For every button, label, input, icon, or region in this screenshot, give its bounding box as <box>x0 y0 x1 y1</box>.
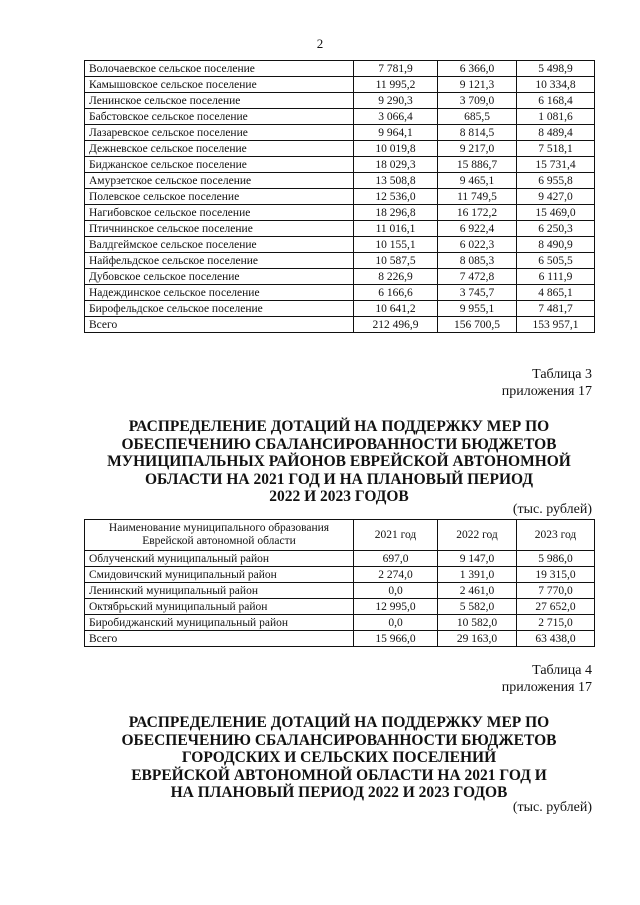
cell-name: Волочаевское сельское поселение <box>85 61 354 77</box>
table3-title-line: МУНИЦИПАЛЬНЫХ РАЙОНОВ ЕВРЕЙСКОЙ АВТОНОМНОЙ <box>107 453 571 470</box>
cell-name: Биджанское сельское поселение <box>85 157 354 173</box>
cell-2022: 9 121,3 <box>438 77 517 93</box>
cell-name: Камышовское сельское поселение <box>85 77 354 93</box>
cell-2022: 6 366,0 <box>438 61 517 77</box>
cell-2022: 685,5 <box>438 109 517 125</box>
table-row <box>85 285 595 301</box>
cell-2021: 11 995,2 <box>354 77 438 93</box>
cell-2023: 5 986,0 <box>517 551 595 567</box>
column-header-2021: 2021 год <box>354 520 438 551</box>
cell-2022: 3 745,7 <box>438 285 517 301</box>
table-row <box>85 317 595 333</box>
table3-units: (тыс. рублей) <box>512 502 592 517</box>
cell-2023: 2 715,0 <box>517 615 595 631</box>
table-row <box>85 253 595 269</box>
cell-name: Птичнинское сельское поселение <box>85 221 354 237</box>
cell-name: Валдгеймское сельское поселение <box>85 237 354 253</box>
cell-name: Октябрьский муниципальный район <box>85 599 354 615</box>
table4-title-line: ЕВРЕЙСКОЙ АВТОНОМНОЙ ОБЛАСТИ НА 2021 ГОД И <box>131 766 547 784</box>
cell-2021: 0,0 <box>354 615 438 631</box>
table-row <box>85 77 595 93</box>
districts-table <box>84 519 595 647</box>
table3-title-line: ОБЕСПЕЧЕНИЮ СБАЛАНСИРОВАННОСТИ БЮДЖЕТОВ <box>121 435 557 453</box>
cell-name: Облученский муниципальный район <box>85 551 354 567</box>
cell-name: Дубовское сельское поселение <box>85 269 354 285</box>
table3-label <box>502 366 592 400</box>
cell-2022: 2 461,0 <box>438 583 517 599</box>
table3-title-line: РАСПРЕДЕЛЕНИЕ ДОТАЦИЙ НА ПОДДЕРЖКУ МЕР ПО <box>128 418 550 435</box>
cell-2023: 8 490,9 <box>517 237 595 253</box>
cell-2021: 9 964,1 <box>354 125 438 141</box>
table-row <box>85 173 595 189</box>
cell-2023: 9 427,0 <box>517 189 595 205</box>
cell-name: Амурзетское сельское поселение <box>85 173 354 189</box>
table-row <box>85 93 595 109</box>
table-row <box>85 615 595 631</box>
cell-name: Нагибовское сельское поселение <box>85 205 354 221</box>
cell-2021: 7 781,9 <box>354 61 438 77</box>
table3-title <box>84 418 594 506</box>
table4-label-line2: приложения 17 <box>501 680 592 695</box>
cell-2023: 7 518,1 <box>517 141 595 157</box>
table3-label-line1: Таблица 3 <box>532 367 592 382</box>
table3-title-line: ОБЛАСТИ НА 2021 ГОД И НА ПЛАНОВЫЙ ПЕРИОД <box>145 470 533 488</box>
table-row <box>85 237 595 253</box>
table-row <box>85 269 595 285</box>
cell-2022: 6 922,4 <box>438 221 517 237</box>
cell-2021: 10 155,1 <box>354 237 438 253</box>
cell-2021: 9 290,3 <box>354 93 438 109</box>
table4-units: (тыс. рублей) <box>512 800 592 815</box>
cell-2022: 3 709,0 <box>438 93 517 109</box>
table4-title-line: РАСПРЕДЕЛЕНИЕ ДОТАЦИЙ НА ПОДДЕРЖКУ МЕР ПО <box>128 714 550 731</box>
cell-2021: 18 029,3 <box>354 157 438 173</box>
table-row <box>85 583 595 599</box>
cell-2023: 7 481,7 <box>517 301 595 317</box>
cell-name: Найфельдское сельское поселение <box>85 253 354 269</box>
cell-2021: 12 995,0 <box>354 599 438 615</box>
cell-name: Ленинское сельское поселение <box>85 93 354 109</box>
table-row <box>85 141 595 157</box>
cell-2022: 9 955,1 <box>438 301 517 317</box>
table-row <box>85 109 595 125</box>
cell-2021: 10 587,5 <box>354 253 438 269</box>
cell-2023: 15 469,0 <box>517 205 595 221</box>
cell-2022: 9 147,0 <box>438 551 517 567</box>
cell-2022: 9 217,0 <box>438 141 517 157</box>
cell-2022: 9 465,1 <box>438 173 517 189</box>
cell-2023: 6 168,4 <box>517 93 595 109</box>
cell-2023: 63 438,0 <box>517 631 595 647</box>
cell-2021: 3 066,4 <box>354 109 438 125</box>
cell-name: Смидовичский муниципальный район <box>85 567 354 583</box>
cell-2023: 7 770,0 <box>517 583 595 599</box>
table4-title-line: ОБЕСПЕЧЕНИЮ СБАЛАНСИРОВАННОСТИ БЮДЖЕТОВ <box>121 731 557 749</box>
table3-label-line2: приложения 17 <box>501 384 592 399</box>
cell-2023: 27 652,0 <box>517 599 595 615</box>
column-header-2023: 2023 год <box>517 520 595 551</box>
cell-2021: 10 641,2 <box>354 301 438 317</box>
cell-name: Ленинский муниципальный район <box>85 583 354 599</box>
cell-2023: 15 731,4 <box>517 157 595 173</box>
cell-2023: 1 081,6 <box>517 109 595 125</box>
cell-2023: 6 111,9 <box>517 269 595 285</box>
cell-2022: 8 085,3 <box>438 253 517 269</box>
table4-title-line: НА ПЛАНОВЫЙ ПЕРИОД 2022 И 2023 ГОДОВ <box>170 784 508 801</box>
cell-2022: 16 172,2 <box>438 205 517 221</box>
column-header-2022: 2022 год <box>438 520 517 551</box>
cell-2023: 8 489,4 <box>517 125 595 141</box>
table4-label-line1: Таблица 4 <box>532 663 592 678</box>
cell-2021: 13 508,8 <box>354 173 438 189</box>
cell-2022: 7 472,8 <box>438 269 517 285</box>
cell-2023: 19 315,0 <box>517 567 595 583</box>
table-row <box>85 189 595 205</box>
cell-2023: 4 865,1 <box>517 285 595 301</box>
cell-2021: 8 226,9 <box>354 269 438 285</box>
table4-title-line: ГОРОДСКИХ И СЕЛЬСКИХ ПОСЕЛЕНИЙ <box>181 749 497 766</box>
column-header-name: Наименование муниципального образования Еврейской автономной области <box>85 520 354 551</box>
cell-2021: 0,0 <box>354 583 438 599</box>
cell-name: Бирофельдское сельское поселение <box>85 301 354 317</box>
cell-name: Всего <box>85 631 354 647</box>
settlements-table-continued <box>84 60 595 333</box>
cell-2023: 6 505,5 <box>517 253 595 269</box>
cell-name: Бабстовское сельское поселение <box>85 109 354 125</box>
cell-2022: 29 163,0 <box>438 631 517 647</box>
cell-2023: 153 957,1 <box>517 317 595 333</box>
cell-2022: 156 700,5 <box>438 317 517 333</box>
cell-2022: 1 391,0 <box>438 567 517 583</box>
cell-2022: 10 582,0 <box>438 615 517 631</box>
cell-2023: 6 955,8 <box>517 173 595 189</box>
cell-2023: 5 498,9 <box>517 61 595 77</box>
cell-2021: 11 016,1 <box>354 221 438 237</box>
table-row <box>85 125 595 141</box>
page-number: 2 <box>316 36 324 51</box>
table4-title <box>84 714 594 802</box>
table-row <box>85 599 595 615</box>
cell-2021: 12 536,0 <box>354 189 438 205</box>
table-row <box>85 551 595 567</box>
cell-2021: 697,0 <box>354 551 438 567</box>
cell-2023: 6 250,3 <box>517 221 595 237</box>
table3-title-line: 2022 И 2023 ГОДОВ <box>269 488 409 505</box>
cell-2022: 8 814,5 <box>438 125 517 141</box>
cell-name: Надеждинское сельское поселение <box>85 285 354 301</box>
cell-2022: 15 886,7 <box>438 157 517 173</box>
cell-name: Биробиджанский муниципальный район <box>85 615 354 631</box>
cell-name: Всего <box>85 317 354 333</box>
table-row <box>85 567 595 583</box>
cell-name: Полевское сельское поселение <box>85 189 354 205</box>
cell-2022: 5 582,0 <box>438 599 517 615</box>
cell-name: Дежневское сельское поселение <box>85 141 354 157</box>
table-header-row <box>85 520 595 551</box>
cell-2023: 10 334,8 <box>517 77 595 93</box>
table-row <box>85 631 595 647</box>
table-row <box>85 205 595 221</box>
cell-2021: 15 966,0 <box>354 631 438 647</box>
cell-2021: 10 019,8 <box>354 141 438 157</box>
table-row <box>85 221 595 237</box>
cell-2021: 6 166,6 <box>354 285 438 301</box>
table-row <box>85 61 595 77</box>
cell-2022: 11 749,5 <box>438 189 517 205</box>
cell-2021: 212 496,9 <box>354 317 438 333</box>
table-row <box>85 301 595 317</box>
table4-label <box>502 662 592 696</box>
cell-name: Лазаревское сельское поселение <box>85 125 354 141</box>
cell-2021: 18 296,8 <box>354 205 438 221</box>
cell-2021: 2 274,0 <box>354 567 438 583</box>
table-row <box>85 157 595 173</box>
cell-2022: 6 022,3 <box>438 237 517 253</box>
